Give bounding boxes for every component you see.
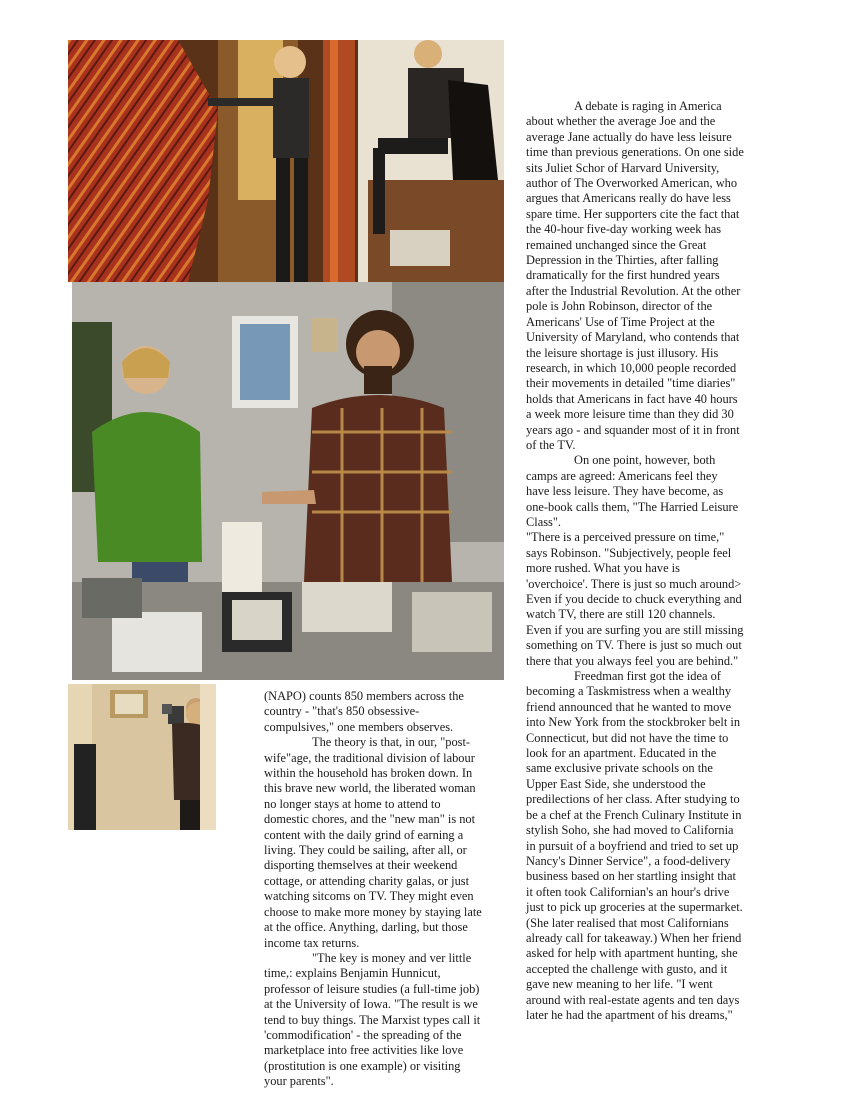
article-paragraph: The theory is that, in our, "post-wife"age, the traditional division of labour within the household has broken down. In this brave new world, the liberated woman no longer stays at home to attend to domestic chores, and the "new man" is not content with the daily grind of earning a living. They could be sailing, after all, or disporting themselves at their weekend cottage, or attending charity galas, or just watching sitcoms on TV. They might even choose to make more money by staying late at the office. Anything, darling, but those income tax returns. (264, 735, 482, 950)
photo-women-with-fabric (68, 40, 504, 282)
article-paragraph: "The key is money and ver little time,: explains Benjamin Hunnicut, professor of leisure studies (a full-time job) at the University of Iowa. "The result is we tend to buy things. The Marxist types call it 'commodification' - the spreading of the marketplace into free activities like love (prostitution is one example) or visiting your parents". (264, 950, 481, 1089)
article-paragraph: (NAPO) counts 850 members across the country - "that's 850 obsessive-compulsives," one members observes. (264, 689, 464, 734)
article-paragraph: A debate is raging in America about whether the average Joe and the average Jane actually do have less leisure time than previous generations. On one side sits Juliet Schor of Harvard University, author of The Overworked American, who argues that Americans really do have less spare time. Her supporters cite the fact that the 40-hour five-day working week has remained unchanged since the Great Depression in the Thirties, after falling dramatically for the first hundred years after the Industrial Revolution. At the other pole is John Robinson, director of the Americans' Use of Time Project at the University of Maryland, who contends that the leisure shortage is just illusory. His research, in which 10,000 people recorded their movements in detailed "time diaries" holds that Americans in fact have 40 hours a week more leisure time than they did 30 years ago - and squander most of it in front of the TV. (526, 99, 744, 452)
photo-woman-with-camera (68, 684, 216, 830)
photo-office-conversation (72, 282, 504, 680)
article-paragraph: "There is a perceived pressure on time," says Robinson. "Subjectively, people feel more rushed. What you have is 'overchoice'. There is just so much around> Even if you decide to chuck everything and watch TV, there are still 120 channels. Even if you are surfing you are still missing something on TV. There is just so much out there that you always feel you are behind." (526, 530, 744, 668)
article-paragraph: On one point, however, both camps are agreed: Americans feel they have less leisure. They have become, as one-book calls them, "The Harried Leisure Class". (526, 453, 739, 529)
article-right-column (526, 99, 744, 1023)
article-middle-column (264, 689, 482, 1090)
article-paragraph: Freedman first got the idea of becoming a Taskmistress when a wealthy friend announced that he wanted to move into New York from the stockbroker belt in Connecticut, but did not have the time to look for an apartment. Educated in the same exclusive private schools on the Upper East Side, she understood the predilections of her class. After studying to be a chef at the French Culinary Institute in stylish Soho, she had moved to California in pursuit of a boyfriend and tried to set up Nancy's Dinner Service", a food-delivery business based on her startling insight that it often took Californian's an hour's drive just to pick up groceries at the supermarket. (She later realised that most Californians already call for takeaway.) When her friend asked for help with apartment hunting, she accepted the challenge with gusto, and it gave new meaning to her life. "I went around with real-estate agents and ten days later he had the apartment of his dreams," (526, 669, 743, 1022)
